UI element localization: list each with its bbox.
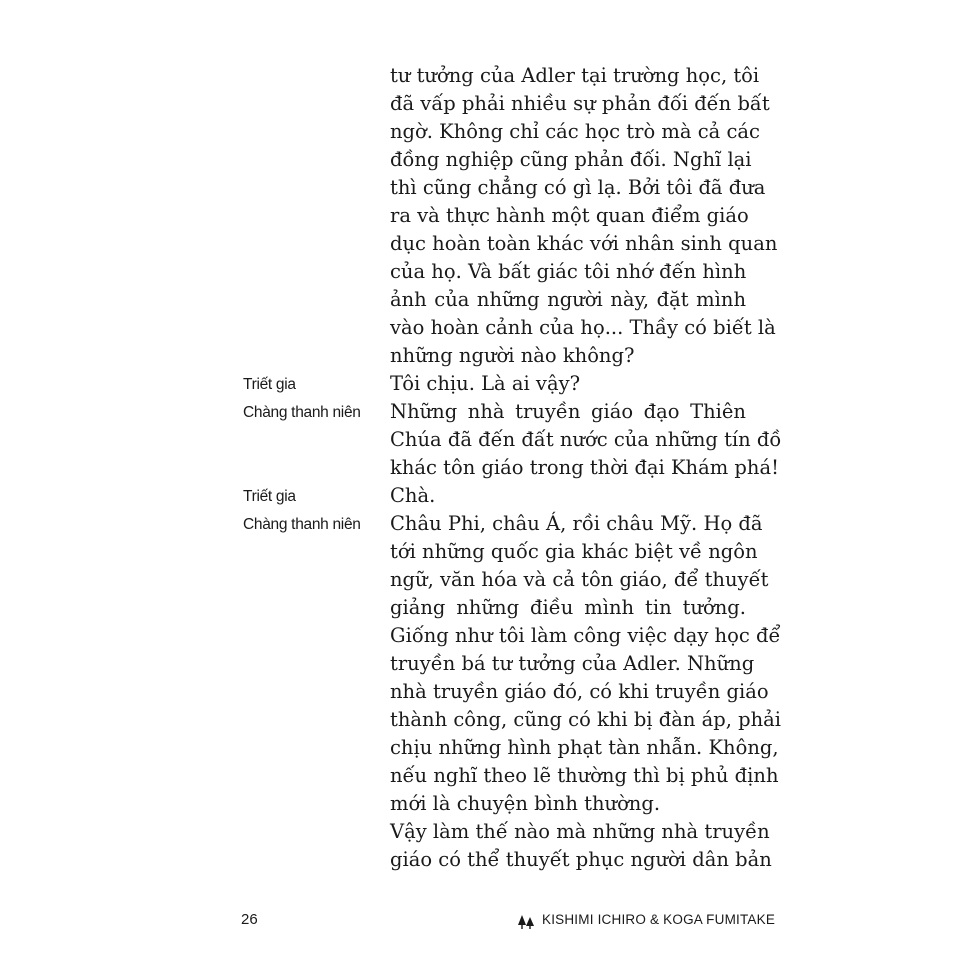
- text-line: Tôi chịu. Là ai vậy?: [390, 372, 581, 395]
- text-line: vào hoàn cảnh của họ... Thầy có biết là: [390, 316, 776, 339]
- text-line: nhà truyền giáo đó, có khi truyền giáo: [390, 680, 769, 703]
- text-line: dục hoàn toàn khác với nhân sinh quan: [390, 232, 778, 255]
- text-line: của họ. Và bất giác tôi nhớ đến hình: [390, 260, 747, 283]
- authors-text: KISHIMI ICHIRO & KOGA FUMITAKE: [542, 912, 776, 927]
- text-line: khác tôn giáo trong thời đại Khám phá!: [390, 456, 779, 479]
- text-line: Chà.: [390, 484, 436, 507]
- text-line: tới những quốc gia khác biệt về ngôn: [390, 540, 758, 563]
- text-line: giảng những điều mình tin tưởng.: [390, 596, 746, 619]
- text-line: đã vấp phải nhiều sự phản đối đến bất: [390, 92, 770, 115]
- text-line: những người nào không?: [390, 344, 635, 367]
- text-line: mới là chuyện bình thường.: [390, 792, 661, 815]
- text-line: nếu nghĩ theo lẽ thường thì bị phủ định: [390, 764, 779, 787]
- text-line: ngờ. Không chỉ các học trò mà cả các: [390, 120, 760, 143]
- speaker-label-philosopher: Triết gia: [243, 488, 296, 505]
- text-line: ảnh của những người này, đặt mình: [390, 288, 746, 311]
- text-line: Giống như tôi làm công việc dạy học để: [390, 624, 781, 647]
- text-line: thành công, cũng có khi bị đàn áp, phải: [390, 708, 782, 731]
- page-number: 26: [241, 911, 258, 928]
- text-line: chịu những hình phạt tàn nhẫn. Không,: [390, 736, 779, 759]
- speaker-label-philosopher: Triết gia: [243, 376, 296, 393]
- text-line: thì cũng chẳng có gì lạ. Bởi tôi đã đưa: [390, 176, 766, 199]
- text-line: Những nhà truyền giáo đạo Thiên: [390, 400, 746, 423]
- text-line: giáo có thể thuyết phục người dân bản: [390, 848, 772, 871]
- text-line: truyền bá tư tưởng của Adler. Những: [390, 652, 755, 675]
- text-line: đồng nghiệp cũng phản đối. Nghĩ lại: [390, 148, 752, 171]
- text-line: Vậy làm thế nào mà những nhà truyền: [390, 820, 770, 843]
- footer-authors: [516, 906, 775, 934]
- text-line: Chúa đã đến đất nước của những tín đồ: [390, 428, 782, 451]
- text-line: ra và thực hành một quan điểm giáo: [390, 204, 749, 227]
- speaker-label-youth: Chàng thanh niên: [243, 516, 361, 533]
- text-line: ngữ, văn hóa và cả tôn giáo, để thuyết: [390, 568, 769, 591]
- text-line: tư tưởng của Adler tại trường học, tôi: [390, 64, 760, 87]
- text-line: Châu Phi, châu Á, rồi châu Mỹ. Họ đã: [390, 512, 763, 535]
- speaker-label-youth: Chàng thanh niên: [243, 404, 361, 421]
- twin-trees-icon: [516, 912, 536, 928]
